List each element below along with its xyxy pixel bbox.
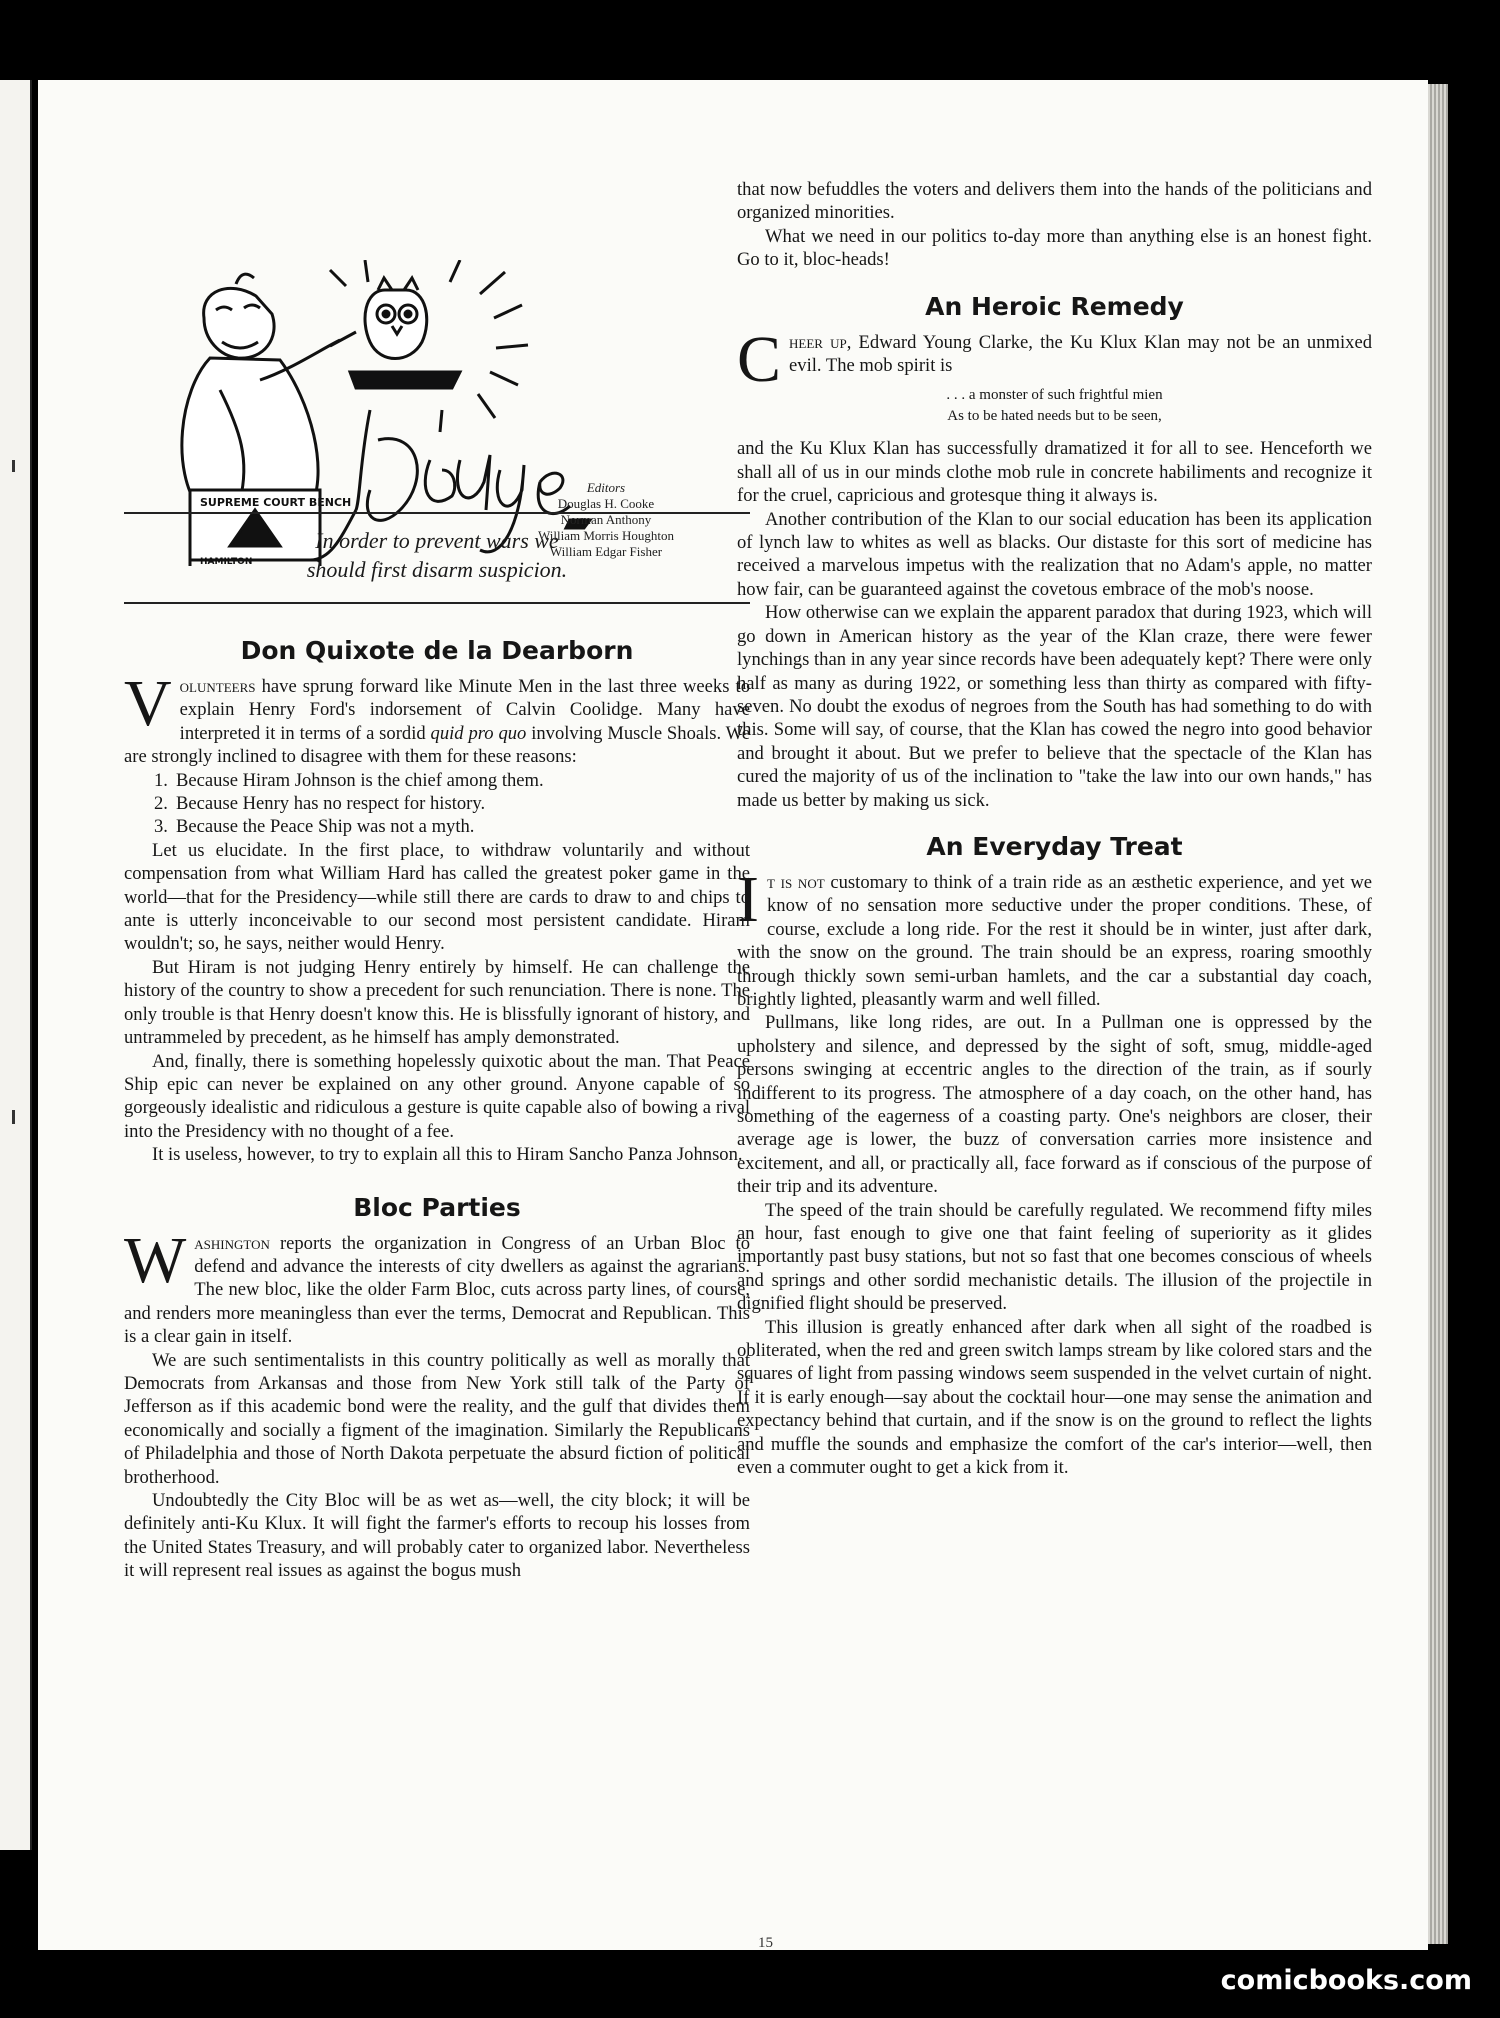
judge-masthead-illustration xyxy=(160,260,600,570)
bottom-rule xyxy=(124,602,750,604)
article-paragraph: and the Ku Klux Klan has successfully dramatized it for all to see. Henceforth we shall all of us in our minds clothe mob rule in concrete habiliments and recognize it for the cruel, capricious and grotesque thing it always is. xyxy=(737,438,1372,507)
editors-label: Editors xyxy=(586,480,626,495)
article-paragraph: Let us elucidate. In the first place, to withdraw voluntarily and without compensation from what William Hard has called the greatest poker game in the world—that for the Presidency—while still there are cards to draw to and chips to ante is utterly inconceivable to our second most persistent candidate. Hiram wouldn't; so, he says, neither would Henry. xyxy=(124,839,750,955)
article-paragraph: It is not customary to think of a train ride as an æsthetic experience, and yet we know of no sensation more seductive under the proper conditions. These, of course, exclude a long ride. For the rest it should be in winter, just after dark, with the snow on the ground. The train should be an express, roaring smoothly through thickly sown semi-urban hamlets, and the car a substantial day coach, brightly lighted, pleasantly warm and well filled. xyxy=(737,862,1373,1010)
drop-cap: W xyxy=(124,1223,187,1297)
article-paragraph: The speed of the train should be carefully regulated. We recommend fifty miles an hour, fast enough to give one that faint feeling of superiority as it glides importantly past busy stations, but not so fast that one becomes conscious of wheels and springs and other sordid mechanistic details. The illusion of the projectile in dignified flight should be preserved. xyxy=(737,1199,1372,1315)
article-paragraph: Washington reports the organization in Congress of an Urban Bloc to defend and advance the interests of city dwellers as against the agrarians. The new bloc, like the older Farm Bloc, cuts across party lines, of course, and renders more meaningless than ever the terms, Democrat and Republican. This is a clear gain in itself. xyxy=(124,1223,750,1348)
article-paragraph: What we need in our politics to-day more than anything else is an honest fight. Go to it, bloc-heads! xyxy=(737,225,1372,271)
article-paragraph: Cheer up, Edward Young Clarke, the Ku Klux Klan may not be an unmixed evil. The mob spirit is xyxy=(737,322,1372,396)
lead-in: olunteers xyxy=(179,676,256,697)
list-item: 1. Because Hiram Johnson is the chief among them. xyxy=(154,769,544,791)
top-rule xyxy=(124,512,750,514)
lead-in: heer up, xyxy=(789,331,852,353)
editor-name: Norman Anthony xyxy=(560,512,652,527)
article-paragraph: We are such sentimentalists in this country politically as well as morally that Democrats from Arkansas and those from New York still talk of the Party of Jefferson as if this academic bond were the reality, and the gulf that divides them economically and socially a figment of the imagination. Similarly the Republicans of Philadelphia and those of North Dakota perpetuate the absurd fiction of political brotherhood. xyxy=(124,1349,750,1488)
stamp-text: SUPREME COURT BENCH xyxy=(200,496,352,509)
article-paragraph: Pullmans, like long rides, are out. In a Pullman one is oppressed by the upholstery and silence, and depressed by the sight of soft, smug, middle-aged persons swinging at eccentric angles to the direction of the train, as if sourly indifferent to its progress. The atmosphere of a day coach, on the other hand, has something of the eagerness of a coasting party. One's neighbors are closer, their average age is lower, the buzz of conversation carries more insistence and excitement, and all, or practically all, face forward as if conscious of the purpose of their trip and its adventure. xyxy=(737,1012,1372,1198)
drop-cap: V xyxy=(124,667,172,740)
article-title: An Everyday Treat xyxy=(926,831,1183,861)
editor-name: Douglas H. Cooke xyxy=(557,496,655,511)
article-title: Don Quixote de la Dearborn xyxy=(240,636,634,665)
article-paragraph: Another contribution of the Klan to our social education has been its application of lynch law to whites as well as blacks. Our distaste for this sort of medicine has received a marvelous impetus with the realization that no Adam's apple, no matter how fair, can be guaranteed against the covetous embrace of the mob's noose. xyxy=(737,508,1372,600)
article-paragraph: But Hiram is not judging Henry entirely by himself. He can challenge the history of the country to show a precedent for such renunciation. There is none. The only trouble is that Henry doesn't know this. He is blissfully ignorant of history, and untrammeled by precedent, as he himself has amply demonstrated. xyxy=(124,956,750,1049)
lead-in: t is not xyxy=(766,871,825,893)
article-title: Bloc Parties xyxy=(353,1192,521,1222)
facing-page-mark xyxy=(12,1110,15,1124)
facing-page-edge xyxy=(0,80,32,1850)
left-column xyxy=(124,636,750,1583)
tagline-line: In order to prevent wars we xyxy=(315,528,559,553)
verse-quote: . . . a monster of such frightful mien As to be hated needs but to be seen, xyxy=(946,387,1163,425)
lead-in: ashington xyxy=(194,1232,270,1254)
tagline xyxy=(124,526,750,584)
list-item: 2. Because Henry has no respect for history. xyxy=(154,793,486,815)
article-title: An Heroic Remedy xyxy=(925,291,1184,321)
drop-cap: C xyxy=(737,322,782,396)
artist-signature: HAMILTON xyxy=(200,557,253,567)
article-paragraph: And, finally, there is something hopelessly quixotic about the man. That Peace Ship epic can never be explained on any other ground. Anyone capable of so gorgeously idealistic and ridiculous a gesture is quite capable also of bowing a rival into the Presidency with no thought of a fee. xyxy=(124,1050,750,1142)
article-paragraph: that now befuddles the voters and delivers them into the hands of the politicians and organized minorities. xyxy=(737,179,1372,224)
editor-name: William Morris Houghton xyxy=(538,528,674,543)
article-paragraph: It is useless, however, to try to explain all this to Hiram Sancho Panza Johnson. xyxy=(152,1144,743,1166)
editor-name: William Edgar Fisher xyxy=(549,544,663,559)
right-column xyxy=(737,178,1372,1480)
tagline-line: should first disarm suspicion. xyxy=(306,557,568,582)
article-paragraph: This illusion is greatly enhanced after dark when all sight of the roadbed is obliterated, when the red and green switch lamps stream by like colored stars and the squares of light from passing windows seem suspended in the velvet curtain of night. If it is early enough—say about the cocktail hour—one may sense the animation and expectancy behind that curtain, and if the snow is on the ground to reflect the lights and muffle the sounds and emphasize the comfort of the car's interior—well, then even a commuter ought to get a kick from it. xyxy=(737,1316,1372,1479)
drop-cap: I xyxy=(737,862,759,936)
watermark: comicbooks.com xyxy=(1220,1965,1472,1996)
article-paragraph: Volunteers have sprung forward like Minute Men in the last three weeks to explain Henry Ford's indorsement of Calvin Coolidge. Many have interpreted it in terms of a sordid quid pro quo involving Muscle Shoals. We are strongly inclined to disagree with them for these reasons: xyxy=(124,667,751,768)
magazine-page xyxy=(38,80,1428,1950)
article-paragraph: Undoubtedly the City Bloc will be as wet as—well, the city block; it will be definitely anti-Ku Klux. It will fight the farmer's efforts to recoup his losses from the United States Treasury, and will probably cater to organized labor. Nevertheless it will represent real issues as against the bogus mush xyxy=(124,1490,750,1582)
list-item: 3. Because the Peace Ship was not a myth. xyxy=(154,816,475,838)
reasons-list xyxy=(124,769,750,839)
facing-page-mark xyxy=(12,460,15,472)
article-paragraph: How otherwise can we explain the apparent paradox that during 1923, which will go down in American history as the year of the Klan craze, there were fewer lynchings than in any year since records have been adequately kept? There were only half as many as during 1922, or something less than thirty as compared with fifty-seven. No doubt the exodus of negroes from the South has had something to do with this. Some will say, of course, that the Klan has cowed the negro into good behavior and brought it about. But we prefer to believe that the spectacle of the Klan has cured the majority of us of the inclination to "take the law into our own hands," has made us better by making us sick. xyxy=(737,602,1372,811)
page-stack-edge xyxy=(1428,84,1448,1944)
page-number: 15 xyxy=(758,1935,773,1951)
